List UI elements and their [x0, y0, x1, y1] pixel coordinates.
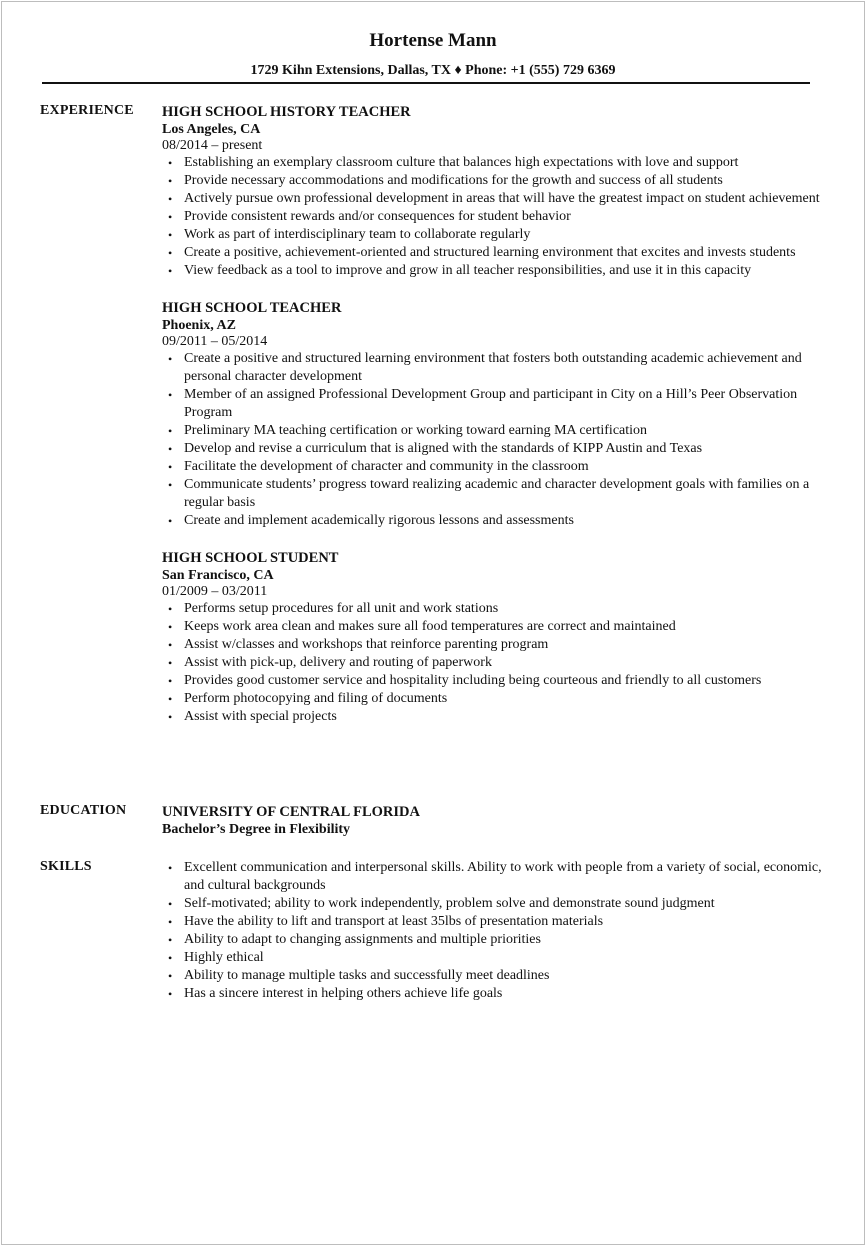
bullet-item: • Preliminary MA teaching certification or working toward earning MA certification — [162, 422, 824, 440]
contact-line: 1729 Kihn Extensions, Dallas, TX ♦ Phone: +1 (555) 729 6369 — [250, 63, 616, 78]
skills-list — [162, 859, 824, 1003]
skill-item: • Self-motivated; ability to work independently, problem solve and demonstrate sound judgment — [162, 895, 824, 913]
job-bullets — [162, 350, 824, 530]
job-bullets — [162, 600, 824, 726]
job-title: HIGH SCHOOL TEACHER — [162, 300, 342, 316]
section-title-education: EDUCATION — [40, 803, 127, 818]
school-name: UNIVERSITY OF CENTRAL FLORIDA — [162, 804, 420, 820]
bullet-item: • View feedback as a tool to improve and grow in all teacher responsibilities, and use it in this capacity — [162, 262, 824, 280]
bullet-item: • Performs setup procedures for all unit and work stations — [162, 600, 824, 618]
job-bullets — [162, 154, 824, 280]
bullet-item: • Create and implement academically rigorous lessons and assessments — [162, 512, 824, 530]
job-title: HIGH SCHOOL HISTORY TEACHER — [162, 104, 411, 120]
job-entry — [162, 299, 824, 530]
degree: Bachelor’s Degree in Flexibility — [162, 822, 351, 837]
bullet-item: • Provide consistent rewards and/or consequences for student behavior — [162, 208, 824, 226]
section-title-skills: SKILLS — [40, 859, 92, 874]
skill-item: • Ability to manage multiple tasks and successfully meet deadlines — [162, 967, 824, 985]
bullet-item: • Develop and revise a curriculum that is aligned with the standards of KIPP Austin and Texas — [162, 440, 824, 458]
job-dates: 09/2011 – 05/2014 — [162, 334, 268, 349]
bullet-item: • Perform photocopying and filing of documents — [162, 690, 824, 708]
skill-item: • Ability to adapt to changing assignments and multiple priorities — [162, 931, 824, 949]
job-dates: 01/2009 – 03/2011 — [162, 584, 268, 599]
bullet-item: • Facilitate the development of character and community in the classroom — [162, 458, 824, 476]
header-divider — [42, 82, 810, 84]
bullet-item: • Provide necessary accommodations and modifications for the growth and success of all students — [162, 172, 824, 190]
bullet-item: • Communicate students’ progress toward realizing academic and character development goals with families on a regular basis — [162, 476, 824, 512]
bullet-item: • Actively pursue own professional development in areas that will have the greatest impact on student achievement — [162, 190, 824, 208]
skill-item: • Has a sincere interest in helping others achieve life goals — [162, 985, 824, 1003]
bullet-item: • Assist with special projects — [162, 708, 824, 726]
bullet-item: • Provides good customer service and hospitality including being courteous and friendly to all customers — [162, 672, 824, 690]
skills-body — [162, 859, 824, 1003]
job-entry — [162, 103, 824, 280]
bullet-item: • Keeps work area clean and makes sure all food temperatures are correct and maintained — [162, 618, 824, 636]
bullet-item: • Create a positive, achievement-oriented and structured learning environment that excites and invests students — [162, 244, 824, 262]
job-title: HIGH SCHOOL STUDENT — [162, 550, 339, 566]
bullet-item: • Create a positive and structured learning environment that fosters both outstanding academic achievement and personal character development — [162, 350, 824, 386]
bullet-item: • Member of an assigned Professional Development Group and participant in City on a Hill’s Peer Observation Program — [162, 386, 824, 422]
job-location: Phoenix, AZ — [162, 318, 236, 333]
bullet-item: • Assist with pick-up, delivery and routing of paperwork — [162, 654, 824, 672]
job-location: Los Angeles, CA — [162, 122, 261, 137]
experience-list — [162, 103, 824, 745]
skill-item: • Excellent communication and interpersonal skills. Ability to work with people from a variety of social, economic, and cultural backgrounds — [162, 859, 824, 895]
job-location: San Francisco, CA — [162, 568, 274, 583]
job-dates: 08/2014 – present — [162, 138, 263, 153]
skill-item: • Have the ability to lift and transport at least 35lbs of presentation materials — [162, 913, 824, 931]
job-entry — [162, 549, 824, 726]
section-title-experience: EXPERIENCE — [40, 103, 134, 118]
education-body — [162, 803, 824, 839]
resume-page — [1, 1, 865, 1245]
skill-item: • Highly ethical — [162, 949, 824, 967]
bullet-item: • Establishing an exemplary classroom culture that balances high expectations with love and support — [162, 154, 824, 172]
bullet-item: • Assist w/classes and workshops that reinforce parenting program — [162, 636, 824, 654]
resume-name: Hortense Mann — [369, 30, 497, 51]
bullet-item: • Work as part of interdisciplinary team to collaborate regularly — [162, 226, 824, 244]
